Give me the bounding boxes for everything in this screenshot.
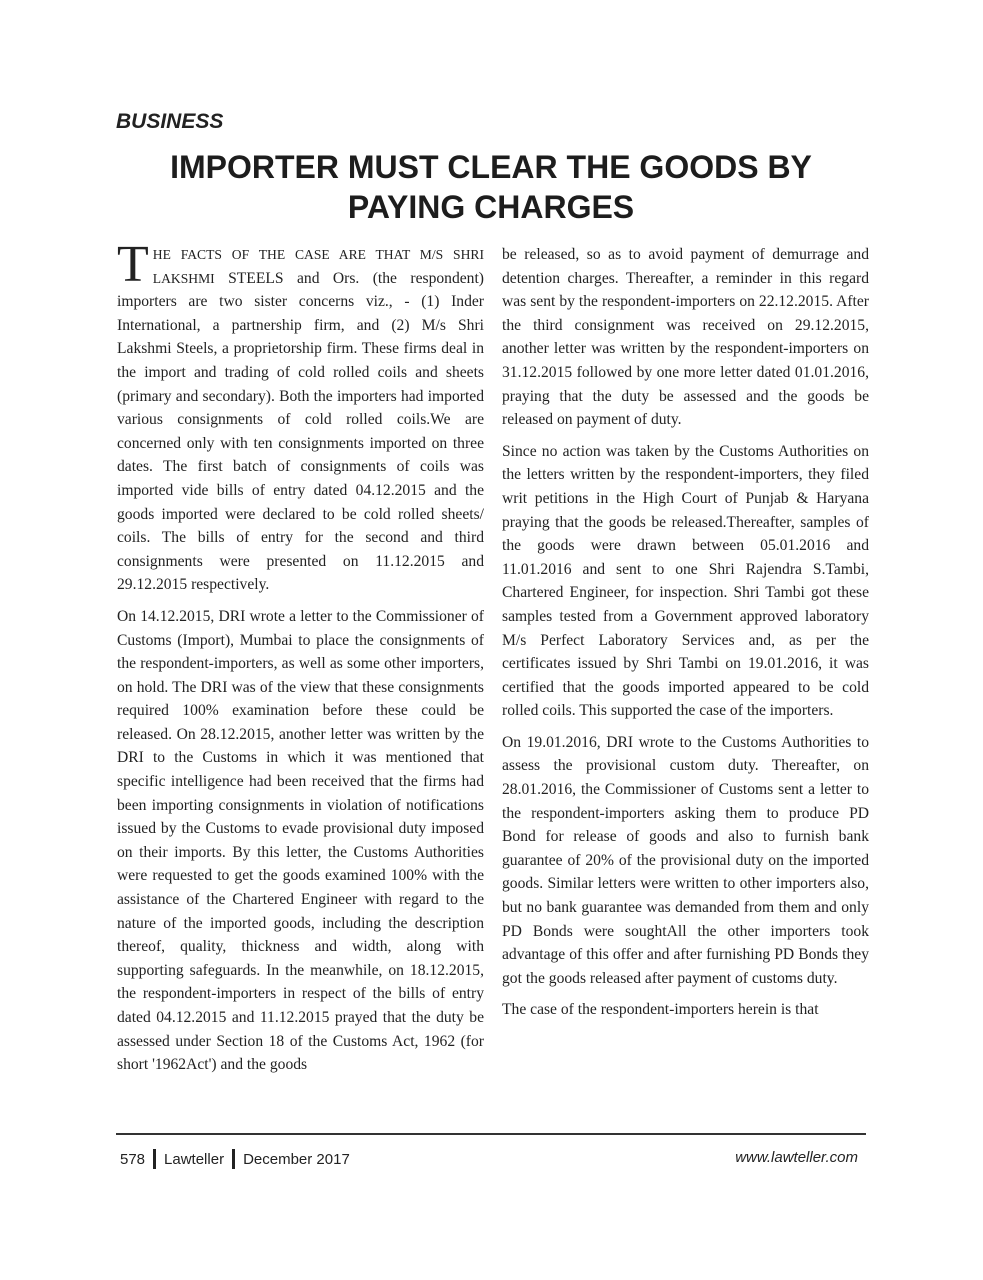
article-paragraph: be released, so as to avoid payment of demurrage and detention charges. Thereafter, a reminder in this regard was sent by the respondent-importers on 22.12.2015. After the third consignment was received on 29.12.2015, another letter was written by the respondent-importers on 31.12.2015 followed by one more letter dated 01.01.2016, praying that the duty be assessed and the goods be released on payment of duty. [502, 246, 869, 429]
paragraph-text: STEELS and Ors. (the respondent) importers are two sister concerns viz., - (1) Inder International, a partnership firm, and (2) M/s Shri Lakshmi Steels, a proprietorship firm. These firms deal in the import and trading of cold rolled coils and sheets (primary and secondary). Both the importers had imported various consignments of cold rolled coils.We are concerned only with ten consignments imported on three dates. The first batch of consignments of coils was imported vide bills of entry dated 04.12.2015 and the goods imported were declared to be cold rolled sheets/ coils. The bills of entry for the second and third consignments were presented on 11.12.2015 and 29.12.2015 respectively. [117, 269, 484, 594]
article-paragraph [117, 236, 484, 597]
article-column-right [502, 243, 869, 1030]
page-number: 578 [120, 1150, 146, 1168]
article-paragraph: On 19.01.2016, DRI wrote to the Customs Authorities to assess the provisional custom duty. Thereafter, on 28.01.2016, the Commissioner of Customs sent a letter to the respondent-importers asking them to produce PD Bond for release of goods and also to furnish bank guarantee of 20% of the provisional duty on the imported goods. Similar letters were written to other importers also, but no bank guarantee was demanded from them and only PD Bonds were soughtAll the other importers took advantage of this offer and after furnishing PD Bonds they got the goods released after payment of customs duty. [502, 733, 869, 987]
footer-divider [232, 1149, 235, 1169]
article-paragraph: The case of the respondent-importers herein is that [502, 1001, 819, 1019]
drop-cap: T [117, 236, 149, 293]
publication-name: Lawteller [164, 1150, 225, 1168]
website-link[interactable]: www.lawteller.com [735, 1149, 858, 1166]
issue-date: December 2017 [243, 1150, 350, 1168]
footer-rule [116, 1133, 866, 1135]
section-label: BUSINESS [116, 110, 224, 133]
article-column-left [117, 236, 484, 1085]
page-footer [120, 1147, 862, 1171]
article-paragraph: On 14.12.2015, DRI wrote a letter to the Commissioner of Customs (Import), Mumbai to place the consignments of the respondent-importers, as well as some other importers, on hold. The DRI was of the view that these consignments required 100% examination before these could be released. On 28.12.2015, another letter was written by the DRI to the Customs in which it was mentioned that specific intelligence had been received that the firms had been importing consignments in violation of notifications issued by the Customs to evade provisional duty imposed on their imports. By this letter, the Customs Authorities were requested to get the goods examined 100% with the assistance of the Chartered Engineer with regard to the nature of the imported goods, including the description thereof, quality, thickness and width, along with supporting safeguards. In the meanwhile, on 18.12.2015, the respondent-importers in respect of the bills of entry dated 04.12.2015 and 11.12.2015 prayed that the duty be assessed under Section 18 of the Customs Act, 1962 (for short '1962Act') and the goods [117, 607, 484, 1074]
lead-in-caps: HE FACTS OF THE CASE ARE THAT M/S SHRI LAKSHMI [152, 247, 484, 286]
article-paragraph: Since no action was taken by the Customs Authorities on the letters written by the respondent-importers, they filed writ petitions in the High Court of Punjab & Haryana praying that the goods be released.Thereafter, samples of the goods were drawn between 05.01.2016 and 11.01.2016 and sent to one Shri Rajendra S.Tambi, Chartered Engineer, for inspection. Shri Tambi got these samples tested from a Government approved laboratory M/s Perfect Laboratory Services and, as per the certificates issued by Shri Tambi on 19.01.2016, it was certified that the goods imported appeared to be cold rolled coils. This supported the case of the importers. [502, 442, 869, 720]
footer-divider [153, 1149, 156, 1169]
article-headline: IMPORTER MUST CLEAR THE GOODS BY PAYING CHARGES [170, 149, 812, 225]
